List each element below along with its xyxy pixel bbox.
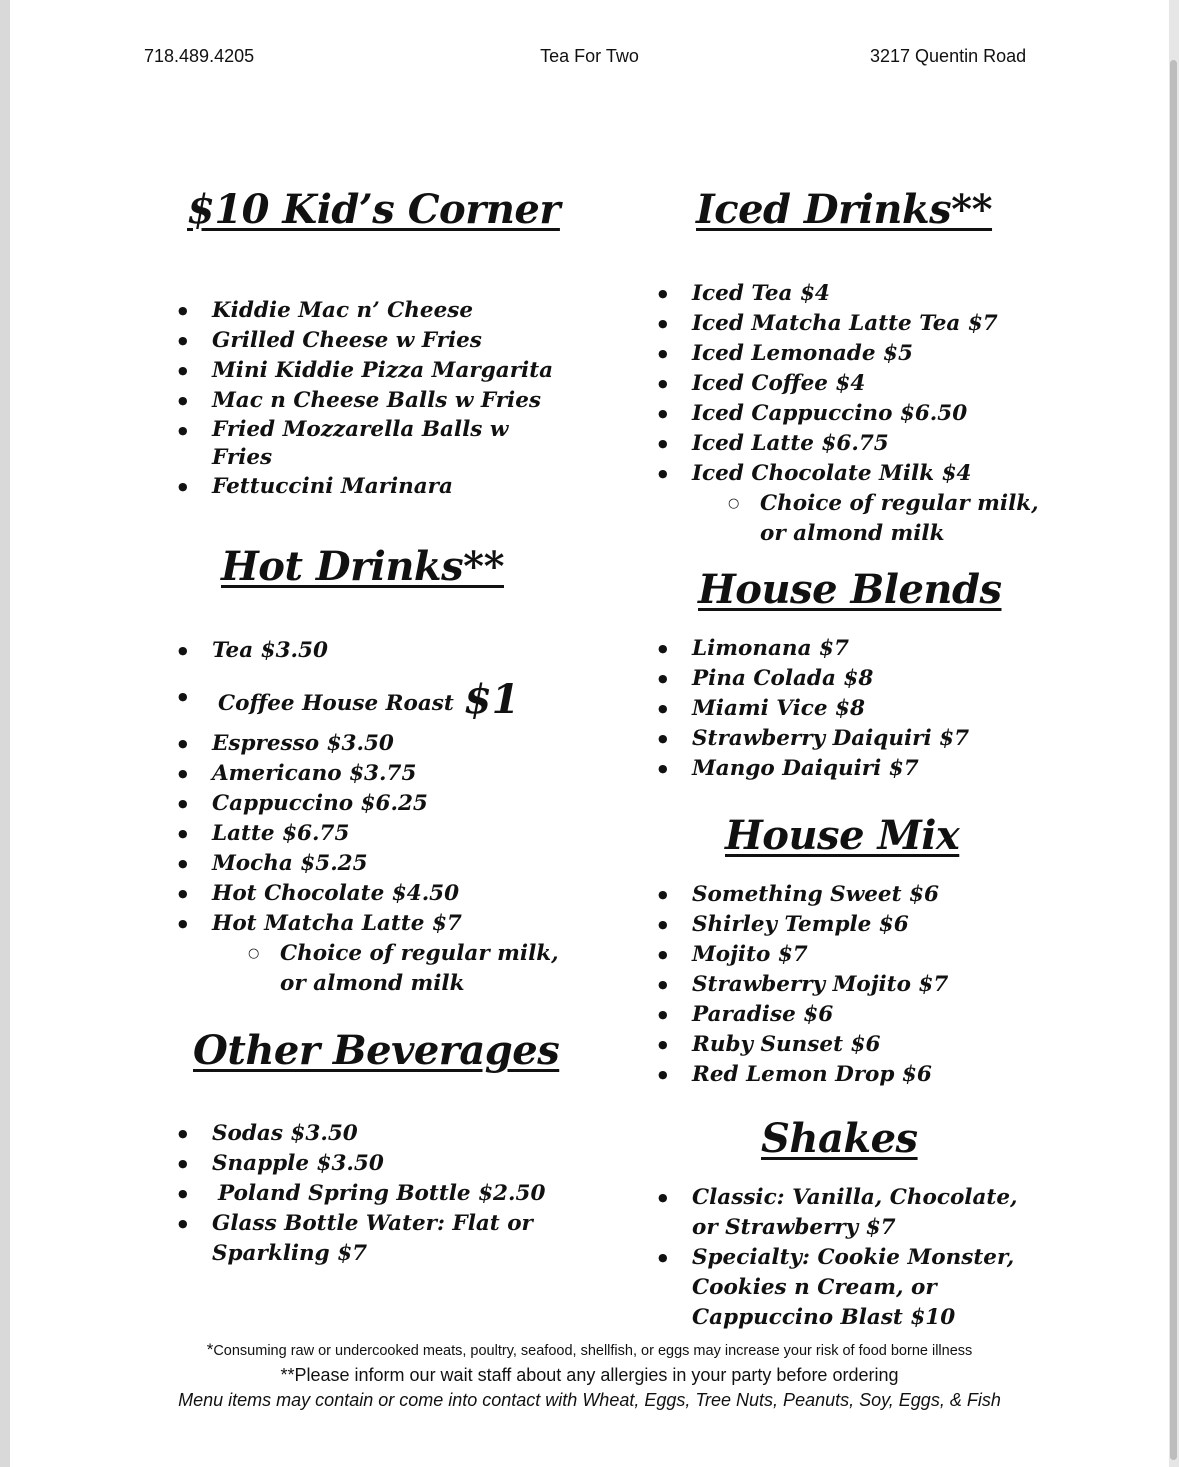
footer-disclaimer-3: Menu items may contain or come into contact with Wheat, Eggs, Tree Nuts, Peanuts, Soy, Eggs, & Fish	[178, 1390, 1001, 1410]
coffee-price: $1	[463, 676, 520, 723]
scrollbar-track[interactable]	[1169, 0, 1179, 1467]
list-item: ● Cappuccino $6.25	[178, 789, 568, 819]
kids-corner-heading: $10 Kid’s Corner	[187, 186, 560, 233]
list-item: ● Something Sweet $6	[658, 880, 1048, 910]
house-blends-list	[658, 634, 1048, 784]
list-item: ● Pina Colada $8	[658, 664, 1048, 694]
hot-drinks-list	[178, 636, 568, 999]
list-item: ● Grilled Cheese w Fries	[178, 326, 538, 356]
list-item: ● Glass Bottle Water: Flat or Sparkling $7	[178, 1209, 558, 1269]
footer-disclaimer-2: **Please inform our wait staff about any allergies in your party before ordering	[280, 1365, 899, 1385]
milk-note: ○ Choice of regular milk, or almond milk	[178, 939, 568, 999]
scrollbar-thumb[interactable]	[1170, 60, 1177, 1460]
list-item: ● Iced Lemonade $5	[658, 339, 1048, 369]
iced-drinks-list	[658, 279, 1048, 549]
list-item: ● Limonana $7	[658, 634, 1048, 664]
list-item: ● Iced Tea $4	[658, 279, 1048, 309]
list-item: ● Espresso $3.50	[178, 729, 568, 759]
list-item: ● Fettuccini Marinara	[178, 472, 538, 502]
house-blends-heading: House Blends	[698, 566, 1002, 613]
list-item: ● Mocha $5.25	[178, 849, 568, 879]
list-item: ● Iced Cappuccino $6.50	[658, 399, 1048, 429]
list-item: ● Mini Kiddie Pizza Margarita	[178, 356, 538, 386]
list-item: ● Mango Daiquiri $7	[658, 754, 1048, 784]
list-item: ● Hot Chocolate $4.50	[178, 879, 568, 909]
list-item: ● Hot Matcha Latte $7	[178, 909, 568, 939]
list-item: ● Strawberry Mojito $7	[658, 970, 1048, 1000]
list-item: ● Iced Matcha Latte Tea $7	[658, 309, 1048, 339]
list-item: ● Specialty: Cookie Monster, Cookies n Cream, or Cappuccino Blast $10	[658, 1243, 1038, 1333]
header-address: 3217 Quentin Road	[870, 46, 1027, 66]
list-item: ● Poland Spring Bottle $2.50	[178, 1179, 558, 1209]
header-phone: 718.489.4205	[144, 46, 255, 66]
shakes-heading: Shakes	[761, 1115, 918, 1162]
hot-drinks-heading: Hot Drinks**	[221, 543, 504, 590]
list-item: ● Fried Mozzarella Balls w Fries	[178, 416, 538, 472]
list-item: ● Iced Latte $6.75	[658, 429, 1048, 459]
raw-food-warning: Consuming raw or undercooked meats, poultry, seafood, shellfish, or eggs may increase your risk of food borne illness	[213, 1343, 973, 1359]
list-item: ● Mojito $7	[658, 940, 1048, 970]
milk-note: ○ Choice of regular milk, or almond milk	[658, 489, 1048, 549]
list-item: ● Paradise $6	[658, 1000, 1048, 1030]
list-item: ● Latte $6.75	[178, 819, 568, 849]
list-item: ● Snapple $3.50	[178, 1149, 558, 1179]
house-mix-list	[658, 880, 1048, 1090]
list-item: ● Classic: Vanilla, Chocolate, or Strawberry $7	[658, 1183, 1038, 1243]
footer-disclaimer-1	[0, 1340, 1179, 1360]
kids-corner-list	[178, 296, 554, 502]
list-item: ● Iced Chocolate Milk $4	[658, 459, 1048, 489]
list-item: ● Sodas $3.50	[178, 1119, 558, 1149]
list-item: ● Ruby Sunset $6	[658, 1030, 1048, 1060]
shakes-list	[658, 1183, 1038, 1333]
other-beverages-heading: Other Beverages	[193, 1027, 560, 1074]
iced-drinks-heading: Iced Drinks**	[696, 186, 993, 233]
header-name: Tea For Two	[540, 46, 639, 66]
list-item: ● Miami Vice $8	[658, 694, 1048, 724]
list-item: ● Shirley Temple $6	[658, 910, 1048, 940]
asterisk-mark: *	[206, 1340, 214, 1359]
list-item: ● Mac n Cheese Balls w Fries	[178, 386, 538, 416]
list-item: ● Tea $3.50	[178, 636, 568, 666]
coffee-house-roast-label: Coffee House Roast	[218, 691, 454, 716]
list-item: ● Red Lemon Drop $6	[658, 1060, 1048, 1090]
list-item: ● Iced Coffee $4	[658, 369, 1048, 399]
house-mix-heading: House Mix	[725, 812, 960, 859]
other-beverages-list	[178, 1119, 558, 1269]
list-item: ● Kiddie Mac n’ Cheese	[178, 296, 538, 326]
list-item: ● Strawberry Daiquiri $7	[658, 724, 1048, 754]
list-item	[178, 676, 568, 723]
list-item: ● Americano $3.75	[178, 759, 568, 789]
